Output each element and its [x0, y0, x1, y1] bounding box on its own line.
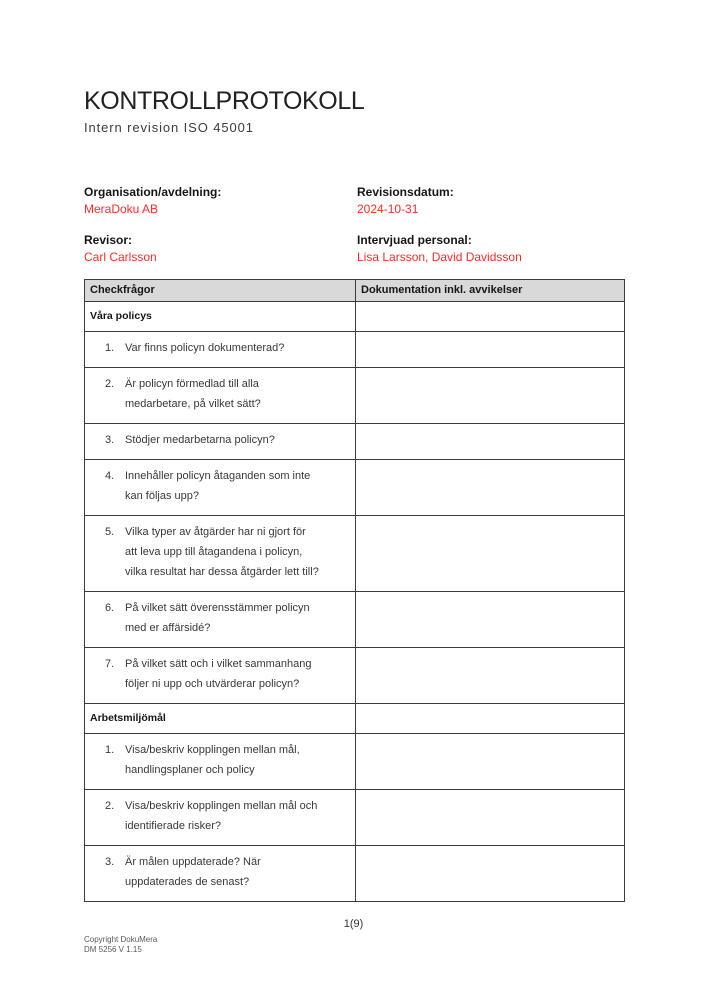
- page-number: 1(9): [343, 918, 364, 930]
- footer-doc-version: DM 5256 V 1.15: [84, 945, 142, 954]
- question-row: [85, 368, 625, 424]
- question-number: 4.: [105, 470, 115, 482]
- documentation-cell: [356, 704, 625, 734]
- documentation-cell: [356, 302, 625, 332]
- question-text: Visa/beskriv kopplingen mellan mål, handlingsplaner och policy: [125, 744, 300, 776]
- section-heading: Våra policys: [85, 302, 356, 332]
- question-number: 5.: [105, 526, 115, 538]
- question-number: 3.: [105, 434, 115, 446]
- footer-document-id: [84, 935, 157, 955]
- field-revisor-value: Carl Carlsson: [84, 250, 157, 264]
- meta-fields: [84, 184, 625, 265]
- section-row-arbetsmiljomal: [85, 704, 625, 734]
- question-number: 1.: [105, 342, 115, 354]
- column-header-dokumentation: Dokumentation inkl. avvikelser: [356, 280, 625, 302]
- field-organisation-label: Organisation/avdelning:: [84, 185, 222, 199]
- question-text: På vilket sätt och i vilket sammanhang följer ni upp och utvärderar policyn?: [125, 658, 312, 690]
- documentation-cell: [356, 790, 625, 846]
- question-text: Är policyn förmedlad till alla medarbetare, på vilket sätt?: [125, 378, 261, 410]
- question-row: [85, 734, 625, 790]
- page-subtitle: Intern revision ISO 45001: [84, 120, 254, 135]
- question-text: Stödjer medarbetarna policyn?: [125, 434, 275, 446]
- question-text: På vilket sätt överensstämmer policyn med er affärsidé?: [125, 602, 310, 634]
- field-revisionsdatum-value: 2024-10-31: [357, 202, 419, 216]
- field-intervjuad-personal: [357, 232, 625, 265]
- question-row: [85, 592, 625, 648]
- question-row: [85, 332, 625, 368]
- question-row: [85, 648, 625, 704]
- field-intervjuad-personal-label: Intervjuad personal:: [357, 233, 472, 247]
- question-text: Visa/beskriv kopplingen mellan mål och identifierade risker?: [125, 800, 318, 832]
- column-header-checkfragor: Checkfrågor: [85, 280, 356, 302]
- documentation-cell: [356, 460, 625, 516]
- footer-copyright: Copyright DokuMera: [84, 935, 158, 944]
- question-row: [85, 460, 625, 516]
- documentation-cell: [356, 592, 625, 648]
- question-number: 7.: [105, 658, 115, 670]
- field-organisation-value: MeraDoku AB: [84, 202, 159, 216]
- question-row: [85, 424, 625, 460]
- documentation-cell: [356, 368, 625, 424]
- documentation-cell: [356, 424, 625, 460]
- question-number: 1.: [105, 744, 115, 756]
- field-intervjuad-personal-value: Lisa Larsson, David Davidsson: [357, 250, 522, 264]
- question-text: Är målen uppdaterade? När uppdaterades de senast?: [125, 856, 261, 888]
- field-revisionsdatum: [357, 184, 625, 217]
- documentation-cell: [356, 846, 625, 902]
- question-text: Var finns policyn dokumenterad?: [125, 342, 285, 354]
- table-header-row: [85, 280, 625, 302]
- question-text: Innehåller policyn åtaganden som inte kan följas upp?: [125, 470, 311, 502]
- question-number: 6.: [105, 602, 115, 614]
- section-row-vara-policys: [85, 302, 625, 332]
- question-row: [85, 790, 625, 846]
- question-text: Vilka typer av åtgärder har ni gjort för att leva upp till åtagandena i policyn, vilka resultat har dessa åtgärder lett till?: [125, 526, 319, 578]
- page-title: KONTROLLPROTOKOLL: [84, 87, 365, 115]
- field-revisor-label: Revisor:: [84, 233, 133, 247]
- field-revisor: [84, 232, 357, 265]
- question-number: 3.: [105, 856, 115, 868]
- field-revisionsdatum-label: Revisionsdatum:: [357, 185, 454, 199]
- question-row: [85, 846, 625, 902]
- question-number: 2.: [105, 800, 115, 812]
- title-block: [84, 87, 364, 135]
- documentation-cell: [356, 648, 625, 704]
- documentation-cell: [356, 516, 625, 592]
- question-number: 2.: [105, 378, 115, 390]
- documentation-cell: [356, 734, 625, 790]
- section-heading: Arbetsmiljömål: [85, 704, 356, 734]
- question-row: [85, 516, 625, 592]
- field-organisation: [84, 184, 357, 217]
- checklist-table: [84, 279, 625, 902]
- documentation-cell: [356, 332, 625, 368]
